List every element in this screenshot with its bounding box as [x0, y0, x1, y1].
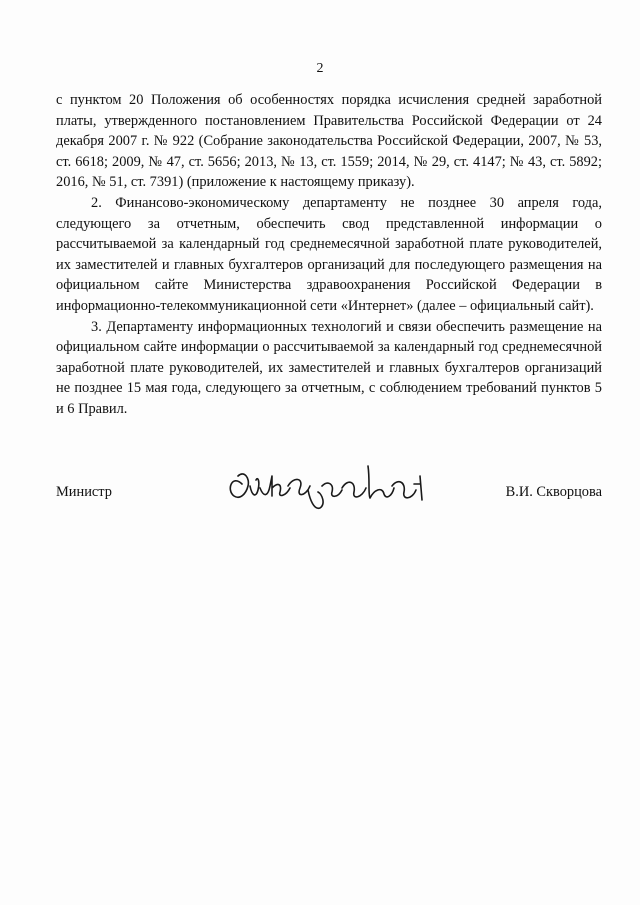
- paragraph-item-3: 3. Департаменту информационных технологий и связи обеспечить размещение на официальном сайте информации о рассчитываемой за календарный год среднемесячной заработной плате руководителей, их заместителей и главных бухгалтеров организаций не позднее 15 мая года, следующего за отчетным, с соблюдением требований пунктов 5 и 6 Правил.: [56, 318, 602, 417]
- page-number: 2: [316, 61, 324, 76]
- paragraph-continuation: с пунктом 20 Положения об особенностях порядка исчисления средней заработной платы, утвержденного постановлением Правительства Российской Федерации от 24 декабря 2007 г. № 922 (Собрание законодательства Российской Федерации, 2007, № 53, ст. 6618; 2009, № 47, ст. 5656; 2013, № 13, ст. 1559; 2014, № 29, ст. 4147; № 43, ст. 5892; 2016, № 51, ст. 7391) (приложение к настоящему приказу).: [56, 92, 602, 191]
- signatory-name: В.И. Скворцова: [505, 484, 602, 500]
- handwritten-signature: [224, 456, 454, 516]
- signatory-title: Министр: [56, 484, 112, 500]
- signature-block: [56, 470, 602, 530]
- paragraph-item-2: 2. Финансово-экономическому департаменту не позднее 30 апреля года, следующего за отчетным, обеспечить свод представленной информации о рассчитываемой за календарный год среднемесячной заработной плате руководителей, их заместителей и главных бухгалтеров организаций для последующего размещения на официальном сайте Министерства здравоохранения Российской Федерации в информационно-телекоммуникационной сети «Интернет» (далее – официальный сайт).: [56, 194, 602, 314]
- document-body: [56, 90, 602, 420]
